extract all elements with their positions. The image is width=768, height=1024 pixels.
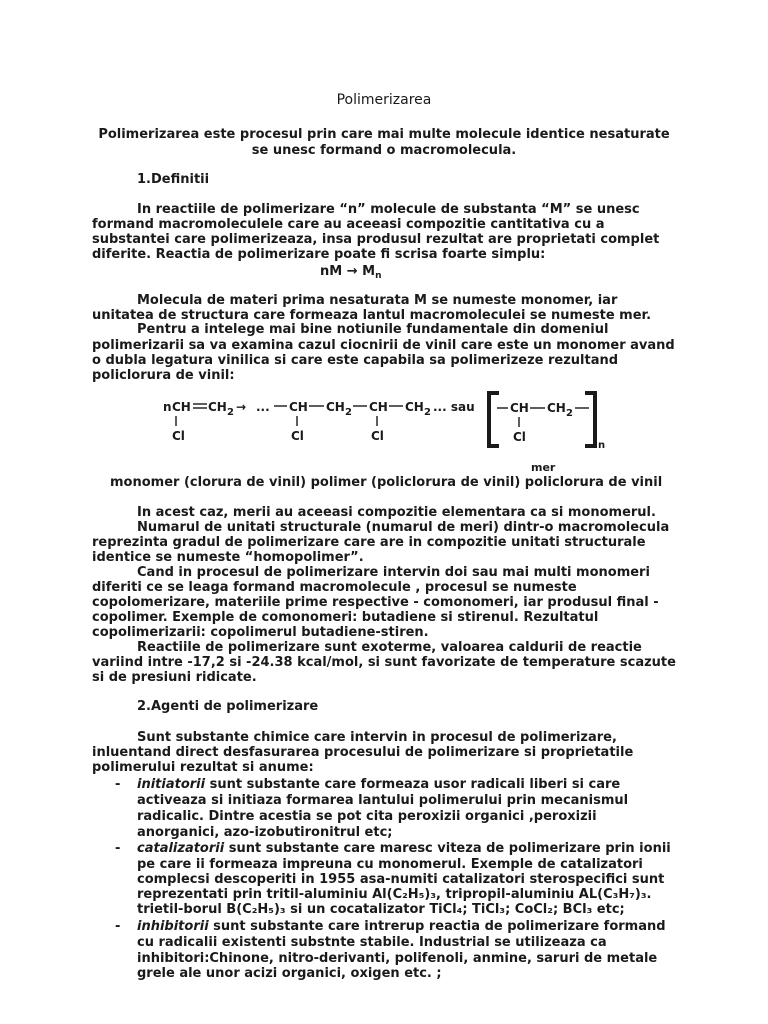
mer-label: mer [531,461,556,474]
paragraph-line: si de presiuni ridicate. [92,670,257,685]
paragraph-line: o dubla legatura vinilica si care este capabila sa polimerizeze rezultand [92,353,619,368]
bullet-dash: - [115,777,121,792]
paragraph-line: inluentand direct desfasurarea procesului de polimerizare si proprietatile [92,745,634,760]
list-item-line: grele ale unor acizi organici, oxigen etc. ; [137,966,442,981]
list-item [137,777,620,793]
paragraph-line: Molecula de materi prima nesaturata M se numeste monomer, iar [137,293,618,308]
list-item-term: catalizatorii [137,841,225,856]
paragraph-line: reprezinta gradul de polimerizare care are in compozitie unitati structurale [92,535,646,550]
subscript-2: 2 [345,407,352,418]
subscript-2: 2 [424,407,431,418]
formula-product: M [362,264,376,279]
section-heading: 2.Agenti de polimerizare [137,699,319,714]
paragraph-line: copolomerizare, materiile prime respective - comonomeri, iar produsul final - [92,595,659,610]
bullet-dash: - [115,841,121,856]
paragraph-line: Numarul de unitati structurale (numarul de meri) dintr-o macromolecula [137,520,670,535]
paragraph-line: substantei care polimerizeaza, insa produsul rezultat are proprietati complet [92,232,660,247]
left-bracket [489,393,499,446]
reaction-arrow: → [236,400,247,414]
list-item-line: reprezentati prin tritil-aluminiu Al(C₂H₅)₃, tripropil-aluminiu AL(C₃H₇)₃. [137,887,652,902]
paragraph-line: variind intre -17,2 si -24.38 kcal/mol, si sunt favorizate de temperature scazute [92,655,676,670]
list-item-line: anorganici, azo-izobutironitrul etc; [137,825,393,840]
repeat-index-n: n [598,440,606,451]
chain-dots: ... [256,400,270,414]
paragraph-line: Pentru a intelege mai bine notiunile fundamentale din domeniul [137,322,609,337]
ch-group: CH [510,401,529,415]
list-item [137,841,671,857]
paragraph-line: unitatea de structura care formeaza lantul macromoleculei se numeste mer. [92,308,652,323]
list-item-text: sunt substante care intrerup reactia de polimerizare formand [208,919,666,934]
paragraph-line: identice se numeste “homopolimer”. [92,550,364,565]
paragraph-line: policlorura de vinil: [92,368,235,383]
list-item-line: cu radicalii existenti substnte stabile. Industrial se utilizeaza ca [137,935,607,950]
paragraph-line: Sunt substante chimice care intervin in procesul de polimerizare, [137,730,617,745]
paragraph-line: Cand in procesul de polimerizare intervin doi sau mai multi monomeri [137,565,650,580]
cl-atom: Cl [291,429,304,443]
list-item-line: activeaza si initiaza formarea lantului polimerului prin mecanismul [137,793,629,808]
list-item-line: radicalic. Dintre acestia se pot cita peroxizii organici ,peroxizii [137,809,597,824]
paragraph-line: polimerizarii sa va examina cazul ciocnirii de vinil care este un monomer avand [92,338,675,353]
bullet-dash: - [115,919,121,934]
paragraph-line: diferiti ce se leaga formand macromolecule , procesul se numeste [92,580,577,595]
ch-group: CH [369,400,388,414]
paragraph-line: formand macromoleculele care au aceeasi compozitie cantitativa cu a [92,217,605,232]
paragraph-line: Reactiile de polimerizare sunt exoterme, valoarea caldurii de reactie [137,640,642,655]
chain-dots-sau: ... sau [433,400,475,414]
section-heading: 1.Definitii [137,172,210,187]
cl-atom: Cl [172,429,185,443]
paragraph-line: polimerului rezultat si anume: [92,760,314,775]
intro-line: se unesc formand o macromolecula. [251,143,517,158]
ch-group: CH [289,400,308,414]
subscript-2: 2 [566,408,573,419]
paragraph-line: diferite. Reactia de polimerizare poate fi scrisa foarte simplu: [92,247,546,262]
paragraph-line: copolimerizarii: copolimerul butadiene-stiren. [92,625,429,640]
intro-line: Polimerizarea este procesul prin care mai multe molecule identice nesaturate [98,127,670,142]
list-item-term: inhibitorii [137,919,209,934]
list-item [137,919,666,935]
reaction-formula [320,264,382,280]
paragraph-line: In acest caz, merii au aceeasi compozitie elementara ca si monomerul. [137,505,656,520]
diagram-caption: monomer (clorura de vinil) polimer (policlorura de vinil) policlorura de vinil [110,475,663,490]
list-item-term: initiatorii [137,777,206,792]
ch2-group: CH [405,400,424,414]
paragraph-line: In reactiile de polimerizare “n” molecule de substanta “M” se unesc [137,202,640,217]
list-item-line: trietil-borul B(C₂H₅)₃ si un cocatalizator TiCl₄; TiCl₃; CoCl₂; BCl₃ etc; [137,902,625,917]
mol-count-n: n [163,400,172,414]
pvc-structure-diagram [0,390,768,480]
arrow-icon: → [346,264,358,279]
list-item-line: pe care ii formeaza impreuna cu monomerul. Exemple de catalizatori [137,857,643,872]
ch2-group: CH [208,400,227,414]
ch2-group: CH [326,400,345,414]
list-item-line: inhibitori:Chinone, nitro-derivanti, polifenoli, anmine, saruri de metale [137,951,658,966]
ch-group: CH [172,400,191,414]
list-item-line: complecsi descoperiti in 1955 asa-numiti catalizatori sterospecifici sunt [137,872,665,887]
subscript-2: 2 [227,407,234,418]
page-title: Polimerizarea [336,92,432,108]
right-bracket [585,393,595,446]
paragraph-line: copolimer. Exemple de comonomeri: butadiene si stirenul. Rezultatul [92,610,599,625]
cl-atom: Cl [371,429,384,443]
list-item-text: sunt substante care formeaza usor radicali liberi si care [205,777,621,792]
cl-atom: Cl [513,430,526,444]
list-item-text: sunt substante care maresc viteza de polimerizare prin ionii [224,841,671,856]
formula-subscript: n [375,271,382,281]
ch2-group: CH [547,401,566,415]
formula-reactant: nM [320,264,343,279]
